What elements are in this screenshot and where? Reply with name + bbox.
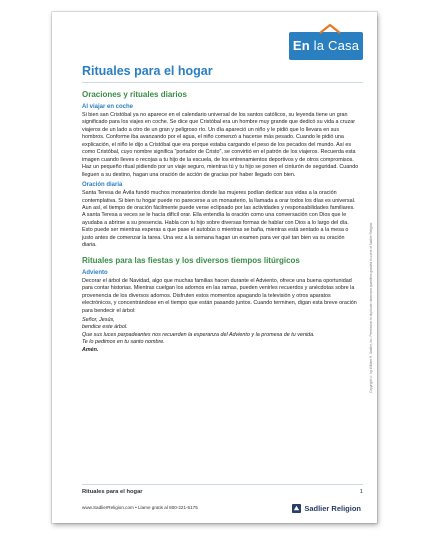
en-la-casa-logo bbox=[289, 32, 363, 60]
sadlier-mark-icon bbox=[292, 504, 301, 513]
copyright-side-note: Copyright © by William H. Sadlier, Inc. Permission to duplicate classroom quantities granted to users of Sadlier Religion. bbox=[369, 222, 373, 393]
page-number: 1 bbox=[359, 489, 363, 495]
logo-text bbox=[289, 38, 363, 53]
prayer-line: Señor, Jesús, bbox=[82, 316, 115, 323]
title-divider bbox=[82, 82, 363, 83]
paragraph-advent: Decorar el árbol de Navidad, algo que muchas familias hacen durante el Adviento, ofrece una buena oportunidad para contar historias. Mientras cuelgan los adornos en las ramas, pueden venirles recuerdos y anécdotas sobre la provenencia de los diversos adornos. Disfruten estos momentos apagando la televisión y otros aparatos electrónicos, y concentrándose en el tiempo que están pasando juntos. Cuando terminen, digan esta breve oración para bendecir el árbol: bbox=[82, 277, 357, 314]
logo-prefix: En bbox=[292, 38, 310, 53]
document-page bbox=[52, 12, 377, 523]
section-heading-daily: Oraciones y rituales diarios bbox=[82, 90, 187, 99]
footer-contact: www.SadlierReligion.com • Llame gratis al 800-221-5175 bbox=[82, 505, 198, 510]
sadlier-brand: Sadlier Religion bbox=[304, 504, 361, 513]
subsection-heading-advent: Adviento bbox=[82, 269, 108, 276]
footer-divider bbox=[82, 484, 363, 485]
subsection-heading-car: Al viajar en coche bbox=[82, 104, 134, 110]
logo-word: la Casa bbox=[313, 38, 360, 53]
document-body bbox=[82, 90, 359, 354]
prayer-line: Que sus luces parpadeantes nos recuerden la esperanza del Adviento y la promesa de tu venida. bbox=[82, 331, 315, 338]
page-title: Rituales para el hogar bbox=[82, 64, 213, 78]
paragraph-daily-prayer: Santa Teresa de Ávila fundó muchos monasterios donde las mujeres podían dedicar sus vidas a la oración contemplativa. Si bien tu hogar puede no parecerse a un monasterio, la llamada a orar todos los días es universal. Aun así, el tiempo de oración fácilmente puede verse eclipsado por las actividades y responsabilidades familiares. A santa Teresa a veces se le hacía difícil orar. Ella entendía la oración como una conversación con Dios que le ayudaba a abrirse a su presencia. Habla con tu hijo sobre diversas formas de hablar con Dios a lo largo del día. Esto puede ser mientras esperas a que pase el autobús o mientras se baña, mientras está sentado a la mesa o justo antes de comenzar la tarea. Una vez a la semana hagan un examen para ver qué tan bien va su oración diaria. bbox=[82, 190, 356, 249]
subsection-heading-daily-prayer: Oración diaria bbox=[82, 182, 123, 189]
prayer-line: bendice este árbol. bbox=[82, 324, 128, 331]
section-heading-feasts: Rituales para las fiestas y los diversos tiempos litúrgicos bbox=[82, 255, 300, 265]
sadlier-logo bbox=[292, 504, 361, 513]
prayer-amen: Amén. bbox=[82, 346, 99, 353]
paragraph-car: Si bien san Cristóbal ya no aparece en el calendario universal de los santos católicos, su leyenda tiene un gran significado para los viajes en coche. Se dice que Cristóbal era un hombre muy grande que dedicó su vida a cruzar viajeros de un lado a otro de un gran y peligroso río. Un día apareció un niño y le pidió que lo llevara en sus hombros. Conforme iba avanzando por el agua, el niño comenzó a hacerse más pesado. Cuando le pidió una explicación, el niño le dijo a Cristóbal que era porque estaba cargando el peso de los pecados del mundo. Así es como Cristóbal, cuyo nombre significa “portador de Cristo”, se convirtió en el patrón de los viajeros. Recuerda esta imagen cuando lleves o recojas a tu hijo de la escuela, de los entrenamientos deportivos y de otros compromisos. Haz un pequeño ritual pidiendo por un viaje seguro, mientras tú y tu hijo se ponen el cinturón de seguridad. Cuando lleguen a su destino, hagan una oración de acción de gracias por haber llegado con bien. bbox=[82, 112, 359, 178]
footer-title: Rituales para el hogar bbox=[82, 489, 143, 495]
prayer-line: Te lo pedimos en tu santo nombre. bbox=[82, 339, 165, 346]
advent-prayer bbox=[82, 317, 359, 354]
house-roof-icon bbox=[319, 24, 341, 34]
